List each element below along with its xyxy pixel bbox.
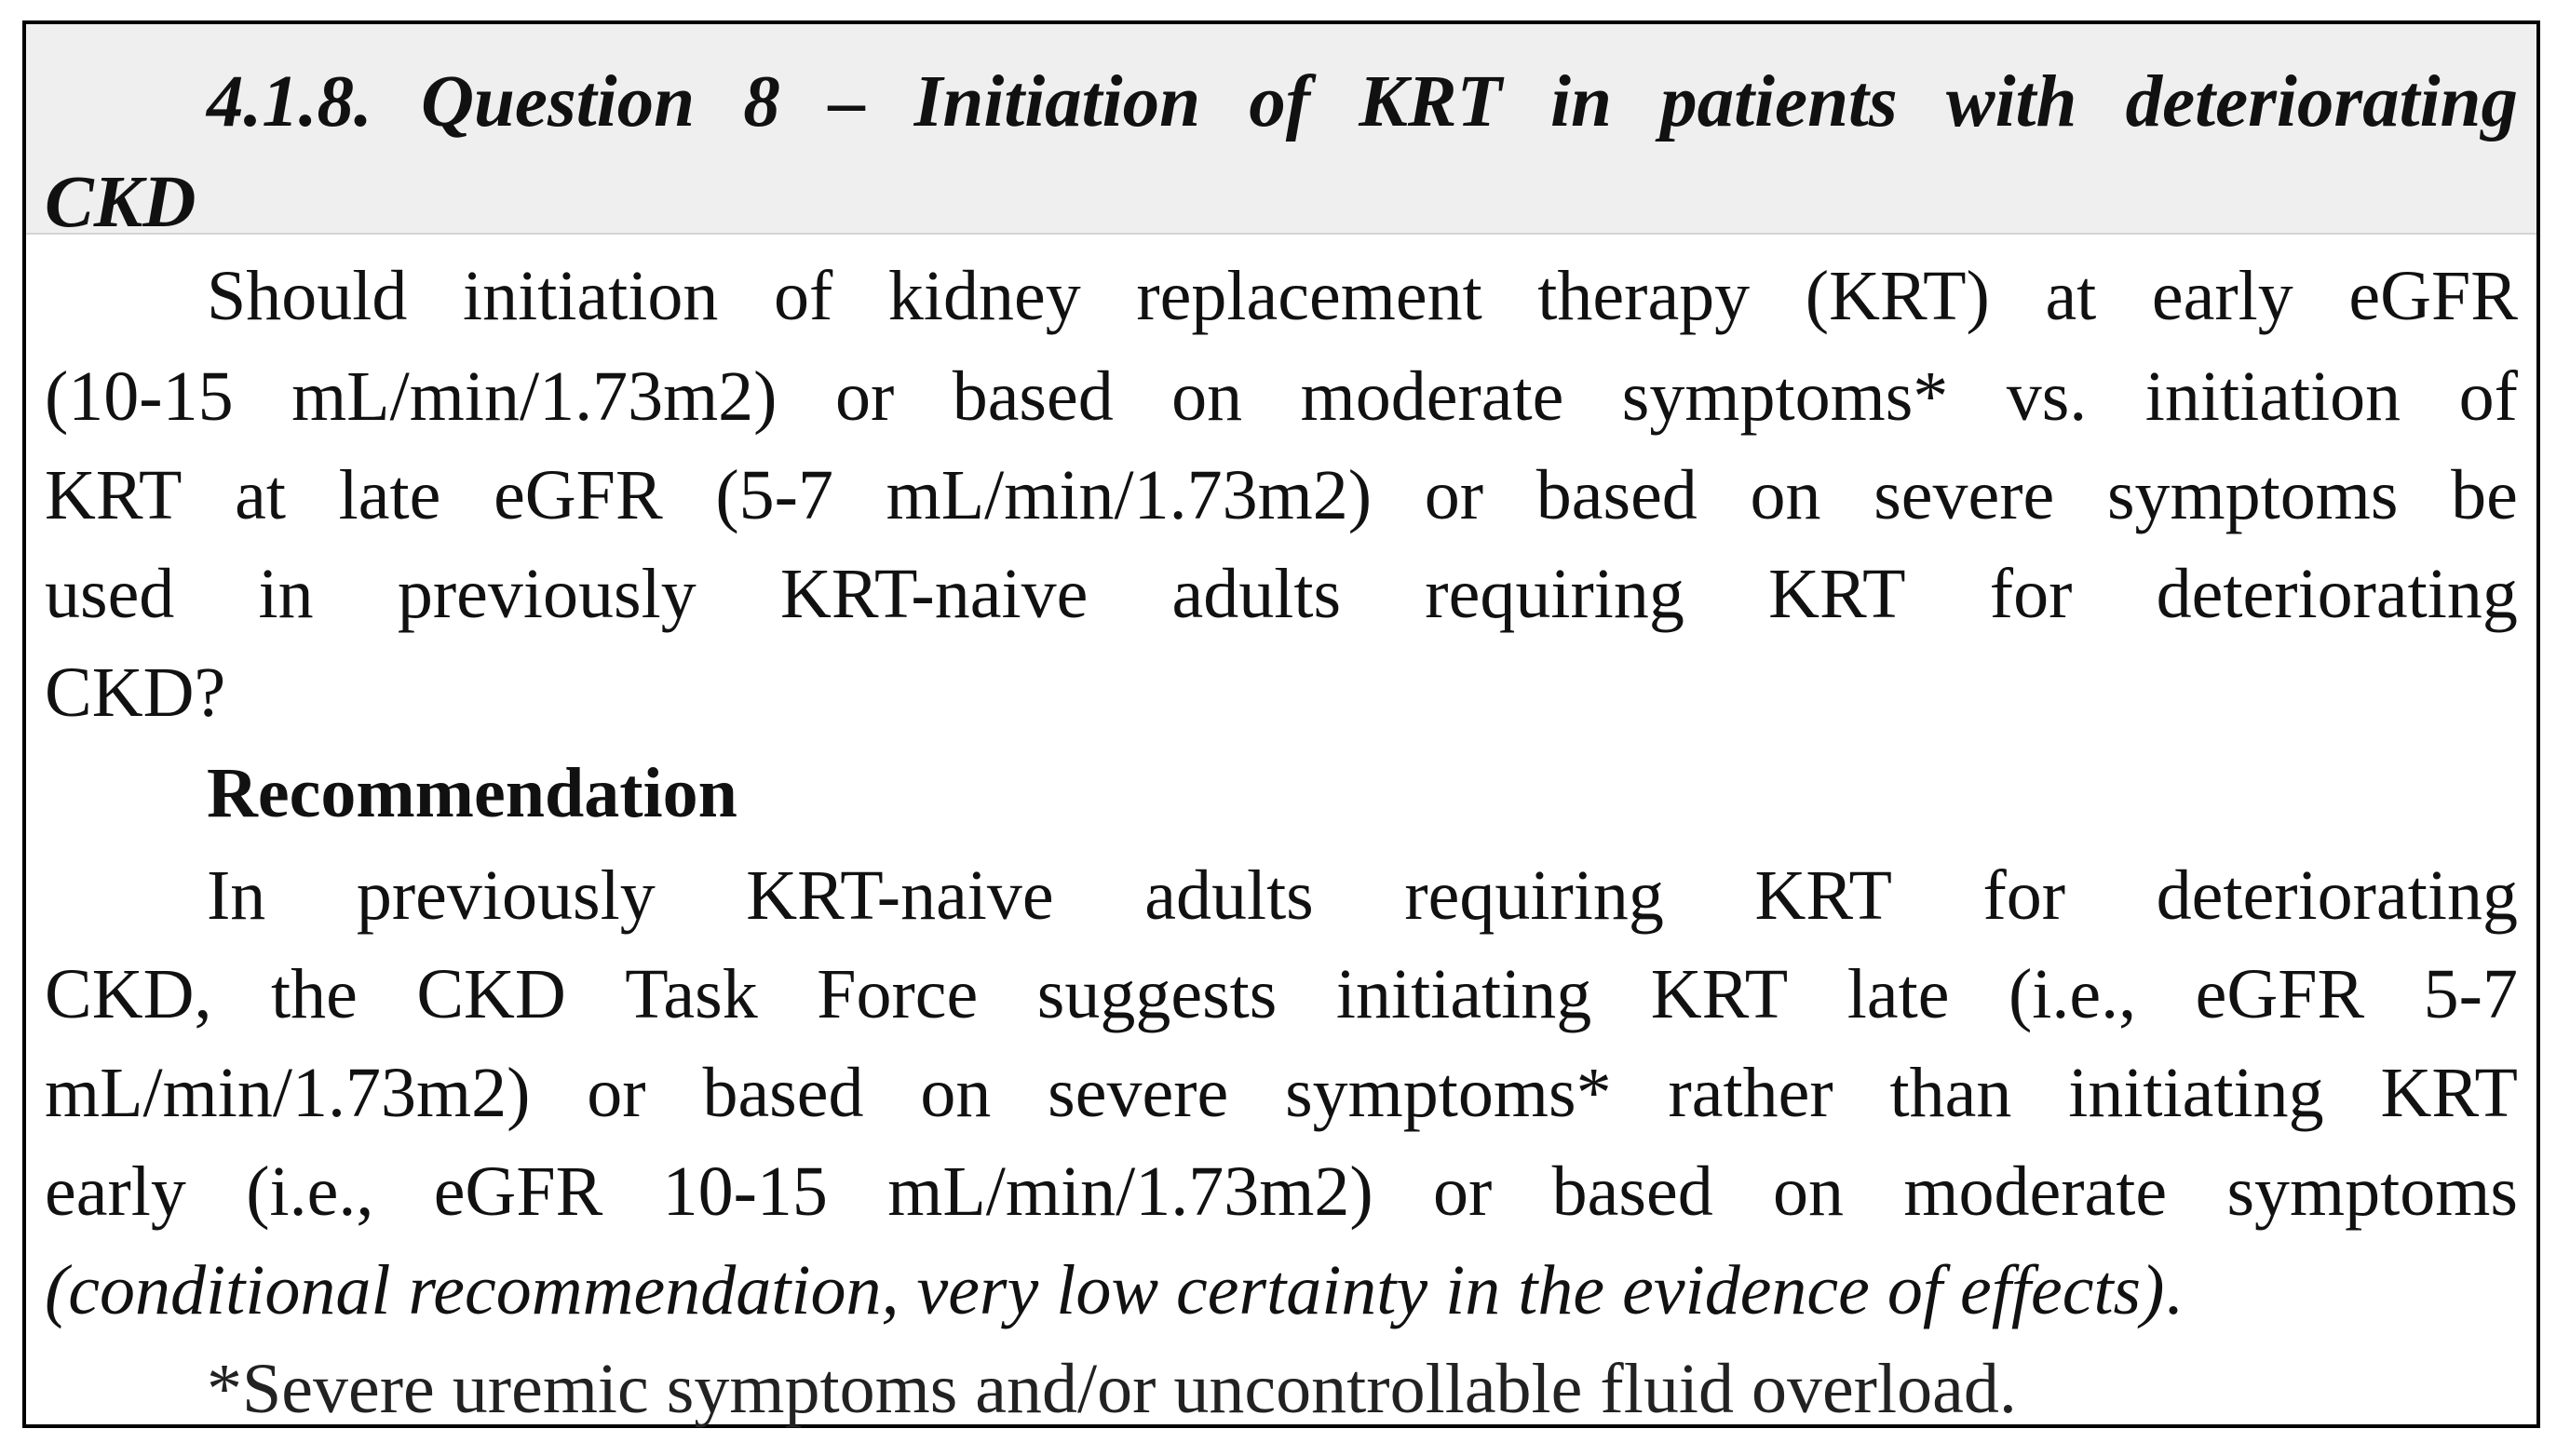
recommendation-qualifier-line [45, 1246, 2182, 1335]
recommendation-line-1: In previously KRT-naive adults requiring KRT for deteriorating [207, 856, 2518, 935]
recommendation-line-2: CKD, the CKD Task Force suggests initiating KRT late (i.e., eGFR 5-7 [45, 955, 2518, 1033]
footnote: *Severe uremic symptoms and/or uncontrollable fluid overload. [207, 1350, 2017, 1428]
recommendation-line-3: mL/min/1.73m2) or based on severe symptoms* rather than initiating KRT [45, 1054, 2518, 1132]
recommendation-box [22, 20, 2540, 1428]
recommendation-qualifier: (conditional recommendation, very low certainty in the evidence of effects) [45, 1251, 2165, 1329]
question-line-5: CKD? [45, 654, 226, 732]
question-line-2: (10-15 mL/min/1.73m2) or based on moderate symptoms* vs. initiation of [45, 357, 2518, 436]
question-line-1: Should initiation of kidney replacement therapy (KRT) at early eGFR [207, 257, 2518, 335]
question-line-3: KRT at late eGFR (5-7 mL/min/1.73m2) or based on severe symptoms be [45, 456, 2518, 534]
section-heading-line-2: CKD [45, 162, 196, 243]
recommendation-line-4: early (i.e., eGFR 10-15 mL/min/1.73m2) or based on moderate symptoms [45, 1153, 2518, 1231]
recommendation-title: Recommendation [207, 754, 737, 832]
section-heading-line-1: 4.1.8. Question 8 – Initiation of KRT in patients with deteriorating [207, 61, 2518, 142]
question-line-4: used in previously KRT-naive adults requiring KRT for deteriorating [45, 555, 2518, 633]
recommendation-qualifier-end: . [2164, 1251, 2183, 1329]
